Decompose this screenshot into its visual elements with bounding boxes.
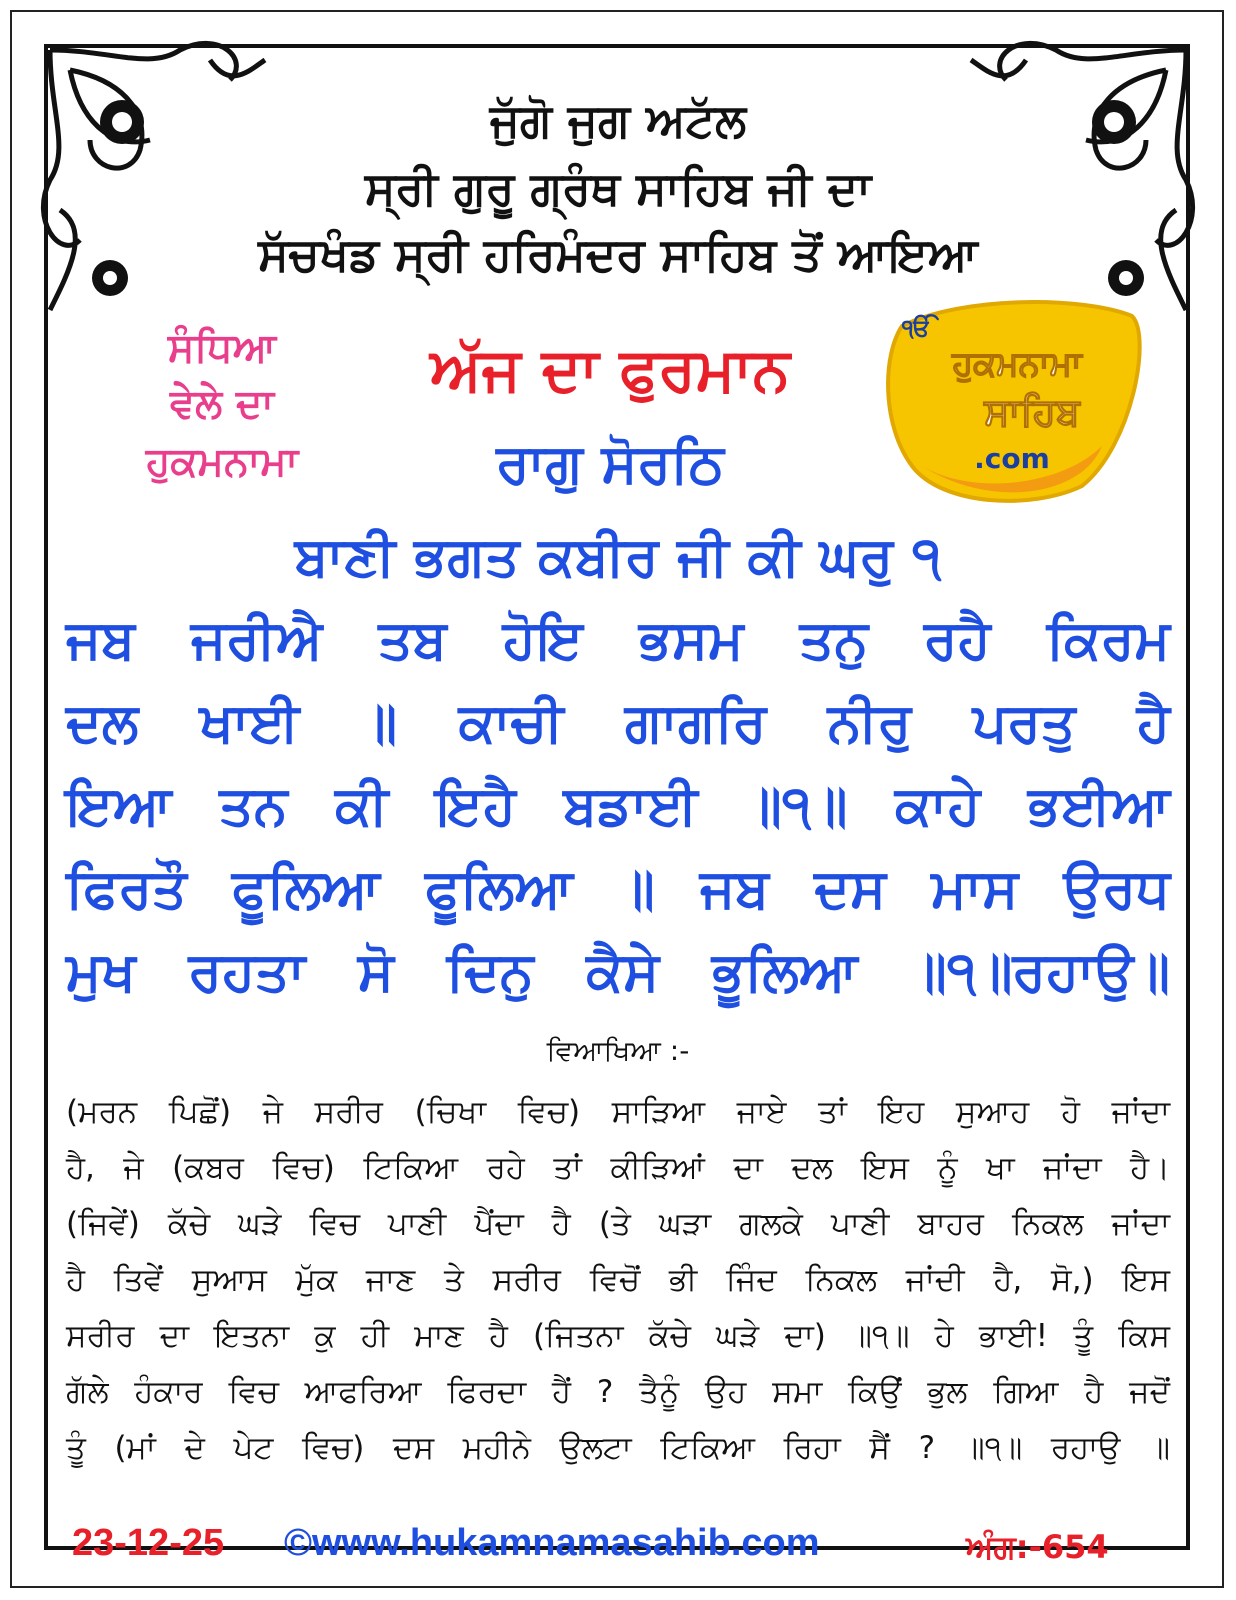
logo-line-1: ਹੁਕਮਨਾਮਾ: [952, 344, 1082, 384]
footer-ang: ਅੰਗ:-654: [966, 1528, 1109, 1566]
footer-website-link[interactable]: ©www.hukamnamasahib.com: [284, 1522, 820, 1564]
verse-line-5: ਫਿਰਤੌ ਫੂਲਿਆ ਫੂਲਿਆ ॥ ਜਬ ਦਸ ਮਾਸ ਉਰਧ: [66, 857, 1170, 920]
logo-line-3: .com: [974, 442, 1050, 475]
raag-heading: ਰਾਗੁ ਸੋਰਠਿ: [496, 432, 724, 495]
side-label-line-1: ਸੰਧਿਆ: [167, 325, 277, 371]
explanation-line-1: (ਮਰਨ ਪਿਛੋਂ) ਜੇ ਸਰੀਰ (ਚਿਖਾ ਵਿਚ) ਸਾੜਿਆ ਜਾਏ ਤਾਂ ਇਹ ਸੁਆਹ ਹੋ ਜਾਂਦਾ: [66, 1094, 1170, 1130]
verse-line-2: ਜਬ ਜਰੀਐ ਤਬ ਹੋਇ ਭਸਮ ਤਨੁ ਰਹੈ ਕਿਰਮ: [66, 608, 1170, 671]
verse-line-1: ਬਾਣੀ ਭਗਤ ਕਬੀਰ ਜੀ ਕੀ ਘਰੁ ੧: [294, 525, 942, 588]
verse-line-4: ਇਆ ਤਨ ਕੀ ਇਹੈ ਬਡਾਈ ॥੧॥ ਕਾਹੇ ਭਈਆ: [66, 774, 1170, 837]
explanation-line-2: ਹੈ, ਜੇ (ਕਬਰ ਵਿਚ) ਟਿਕਿਆ ਰਹੇ ਤਾਂ ਕੀੜਿਆਂ ਦਾ ਦਲ ਇਸ ਨੂੰ ਖਾ ਜਾਂਦਾ ਹੈ।: [66, 1150, 1170, 1186]
logo-line-2: ਸਾਹਿਬ: [984, 390, 1080, 434]
explanation-line-3: (ਜਿਵੇਂ) ਕੱਚੇ ਘੜੇ ਵਿਚ ਪਾਣੀ ਪੈਂਦਾ ਹੈ (ਤੇ ਘੜਾ ਗਲਕੇ ਪਾਣੀ ਬਾਹਰ ਨਿਕਲ ਜਾਂਦਾ: [66, 1206, 1170, 1242]
explanation-line-5: ਸਰੀਰ ਦਾ ਇਤਨਾ ਕੁ ਹੀ ਮਾਣ ਹੈ (ਜਿਤਨਾ ਕੱਚੇ ਘੜੇ ਦਾ) ॥੧॥ ਹੇ ਭਾਈ! ਤੂੰ ਕਿਸ: [66, 1318, 1170, 1354]
site-logo: [882, 296, 1152, 510]
side-label-line-2: ਵੇਲੇ ਦਾ: [170, 381, 274, 427]
header-line-3: ਸੱਚਖੰਡ ਸ੍ਰੀ ਹਰਿਮੰਦਰ ਸਾਹਿਬ ਤੋਂ ਆਇਆ: [258, 227, 978, 281]
page-title: ਅੱਜ ਦਾ ਫੁਰਮਾਨ: [430, 335, 790, 405]
explanation-label: ਵਿਆਖਿਆ :-: [546, 1034, 690, 1067]
explanation-line-6: ਗੱਲੇ ਹੰਕਾਰ ਵਿਚ ਆਫਰਿਆ ਫਿਰਦਾ ਹੈਂ ? ਤੈਨੂੰ ਉਹ ਸਮਾ ਕਿਉਂ ਭੁਲ ਗਿਆ ਹੈ ਜਦੋਂ: [66, 1374, 1170, 1410]
explanation-line-7: ਤੂੰ (ਮਾਂ ਦੇ ਪੇਟ ਵਿਚ) ਦਸ ਮਹੀਨੇ ਉਲਟਾ ਟਿਕਿਆ ਰਿਹਾ ਸੈਂ ? ॥੧॥ ਰਹਾਉ ॥: [66, 1430, 1170, 1466]
verse-line-6: ਮੁਖ ਰਹਤਾ ਸੋ ਦਿਨੁ ਕੈਸੇ ਭੂਲਿਆ ॥੧॥ਰਹਾਉ॥: [66, 940, 1170, 1003]
explanation-line-4: ਹੈ ਤਿਵੇਂ ਸੁਆਸ ਮੁੱਕ ਜਾਣ ਤੇ ਸਰੀਰ ਵਿਚੋਂ ਭੀ ਜਿੰਦ ਨਿਕਲ ਜਾਂਦੀ ਹੈ, ਸੋ,) ਇਸ: [66, 1262, 1170, 1298]
verse-line-3: ਦਲ ਖਾਈ ॥ ਕਾਚੀ ਗਾਗਰਿ ਨੀਰੁ ਪਰਤੁ ਹੈ: [66, 691, 1170, 754]
header-line-2: ਸ੍ਰੀ ਗੁਰੂ ਗ੍ਰੰਥ ਸਾਹਿਬ ਜੀ ਦਾ: [364, 161, 872, 215]
header-line-1: ਜੁੱਗੋ ਜੁਗ ਅਟੱਲ: [489, 93, 747, 147]
footer-date: 23-12-25: [72, 1522, 225, 1564]
side-label-line-3: ਹੁਕਮਨਾਮਾ: [145, 439, 299, 485]
logo-khanda: ੴ: [902, 314, 932, 342]
